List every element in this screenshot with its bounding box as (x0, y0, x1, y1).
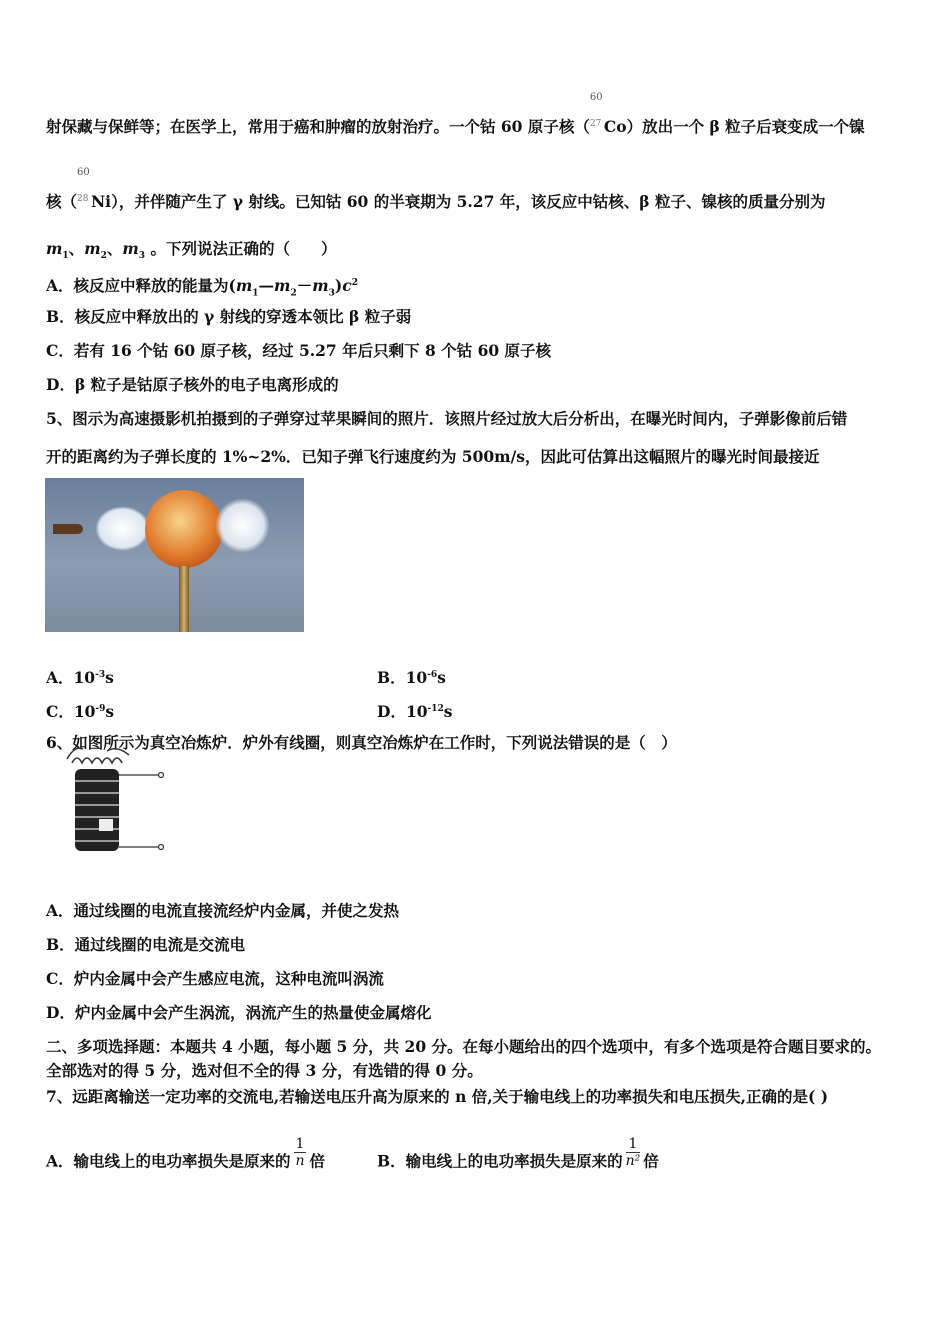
q6-stem: 6、如图所示为真空冶炼炉．炉外有线圈，则真空冶炼炉在工作时，下列说法错误的是（ ） (46, 733, 677, 752)
q4-option-a: A．核反应中释放的能量为$(m_1—m_2-m_3)c^2$ (46, 276, 358, 299)
numerator: 1 (626, 1136, 641, 1153)
apple (145, 490, 223, 568)
text: 。下列说法正确的（ ） (150, 239, 337, 258)
text: A．10 (46, 668, 96, 688)
text: D．10 (377, 702, 428, 722)
q5-stem-line2: 开的距离约为子弹长度的 1%~2%．已知子弹飞行速度约为 500m/s，因此可估算出这幅照片的曝光时间最接近 (46, 447, 820, 466)
denominator: n (295, 1153, 305, 1169)
numerator: 1 (295, 1136, 305, 1152)
q4-line2 (46, 167, 826, 212)
element-symbol: Co (603, 117, 627, 137)
spray (95, 506, 150, 551)
fraction (294, 1136, 307, 1169)
q4-option-b: B．核反应中释放出的 γ 射线的穿透本领比 β 粒子弱 (46, 307, 412, 326)
text: A．输电线上的电功率损失是原来的 (46, 1151, 291, 1171)
section2-line1: 二、多项选择题：本题共 4 小题，每小题 5 分，共 20 分。在每小题给出的四个选项中，有多个选项是符合题目要求的。 (46, 1037, 882, 1056)
exponent: -9 (95, 704, 106, 714)
q5-stem-line1: 5、图示为高速摄影机拍摄到的子弹穿过苹果瞬间的照片．该照片经过放大后分析出，在曝光时间内，子弹影像前后错 (46, 409, 848, 428)
text: 倍 (643, 1151, 659, 1171)
exponent: -12 (427, 704, 444, 714)
stand (179, 566, 189, 632)
q4-option-c: C．若有 16 个钴 60 原子核，经过 5.27 年后只剩下 8 个钴 60 原子核 (46, 341, 552, 360)
q4-line3: $m_1$、$m_2$、$m_3$ 。下列说法正确的（ ） (46, 239, 337, 262)
exponent: -3 (95, 670, 106, 680)
text: ），并伴随产生了 γ 射线。已知钴 60 的半衰期为 5.27 年，该反应中钴核、β 粒子、镍核的质量分别为 (111, 192, 826, 212)
q7-stem: 7、远距离输送一定功率的交流电,若输送电压升高为原来的 n 倍,关于输电线上的功率损失和电压损失,正确的是( ) (46, 1087, 829, 1106)
nickel-isotope (77, 167, 91, 212)
q5-option-b (377, 665, 446, 688)
text: A．核反应中释放的能量为 (46, 276, 229, 296)
text: 射保藏与保鲜等；在医学上，常用于癌和肿瘤的放射治疗。一个钴 60 原子核（ (46, 117, 590, 137)
text: B．10 (377, 668, 428, 688)
element-symbol: Ni (91, 192, 112, 212)
mass-number: 60 (589, 92, 603, 103)
text: 倍 (309, 1151, 325, 1171)
q6-option-a: A．通过线圈的电流直接流经炉内金属，并使之发热 (46, 901, 400, 920)
atomic-number: 28 (77, 194, 89, 204)
unit: s (437, 668, 446, 688)
text: C．10 (46, 702, 96, 722)
exponent: -6 (427, 670, 438, 680)
bullet (53, 524, 83, 534)
q4-option-d: D．β 粒子是钴原子核外的电子电离形成的 (46, 375, 339, 394)
bullet-apple-photo (45, 478, 304, 632)
mass-number: 60 (77, 167, 90, 178)
q4-line1 (46, 92, 865, 137)
unit: s (105, 668, 114, 688)
q7-option-a (46, 1136, 325, 1179)
q7-option-b (377, 1136, 659, 1179)
cobalt-isotope (589, 92, 604, 137)
unit: s (443, 702, 453, 722)
q5-option-d (377, 699, 453, 722)
q6-option-d: D．炉内金属中会产生涡流，涡流产生的热量使金属熔化 (46, 1003, 432, 1022)
q5-option-c (46, 699, 114, 722)
q5-option-a (46, 665, 114, 688)
spray (215, 498, 270, 553)
text: ）放出一个 β 粒子后衰变成一个镍 (626, 117, 865, 137)
q6-option-c: C．炉内金属中会产生感应电流，这种电流叫涡流 (46, 969, 384, 988)
text: 核（ (46, 192, 78, 212)
text: B．输电线上的电功率损失是原来的 (377, 1151, 623, 1171)
section2-line2: 全部选对的得 5 分，选对但不全的得 3 分，有选错的得 0 分。 (46, 1061, 483, 1080)
vacuum-furnace-coil-figure (47, 745, 200, 888)
fraction (626, 1136, 641, 1169)
q6-option-b: B．通过线圈的电流是交流电 (46, 935, 246, 954)
atomic-number: 27 (589, 119, 602, 129)
unit: s (105, 702, 115, 722)
denominator: n² (625, 1153, 641, 1169)
